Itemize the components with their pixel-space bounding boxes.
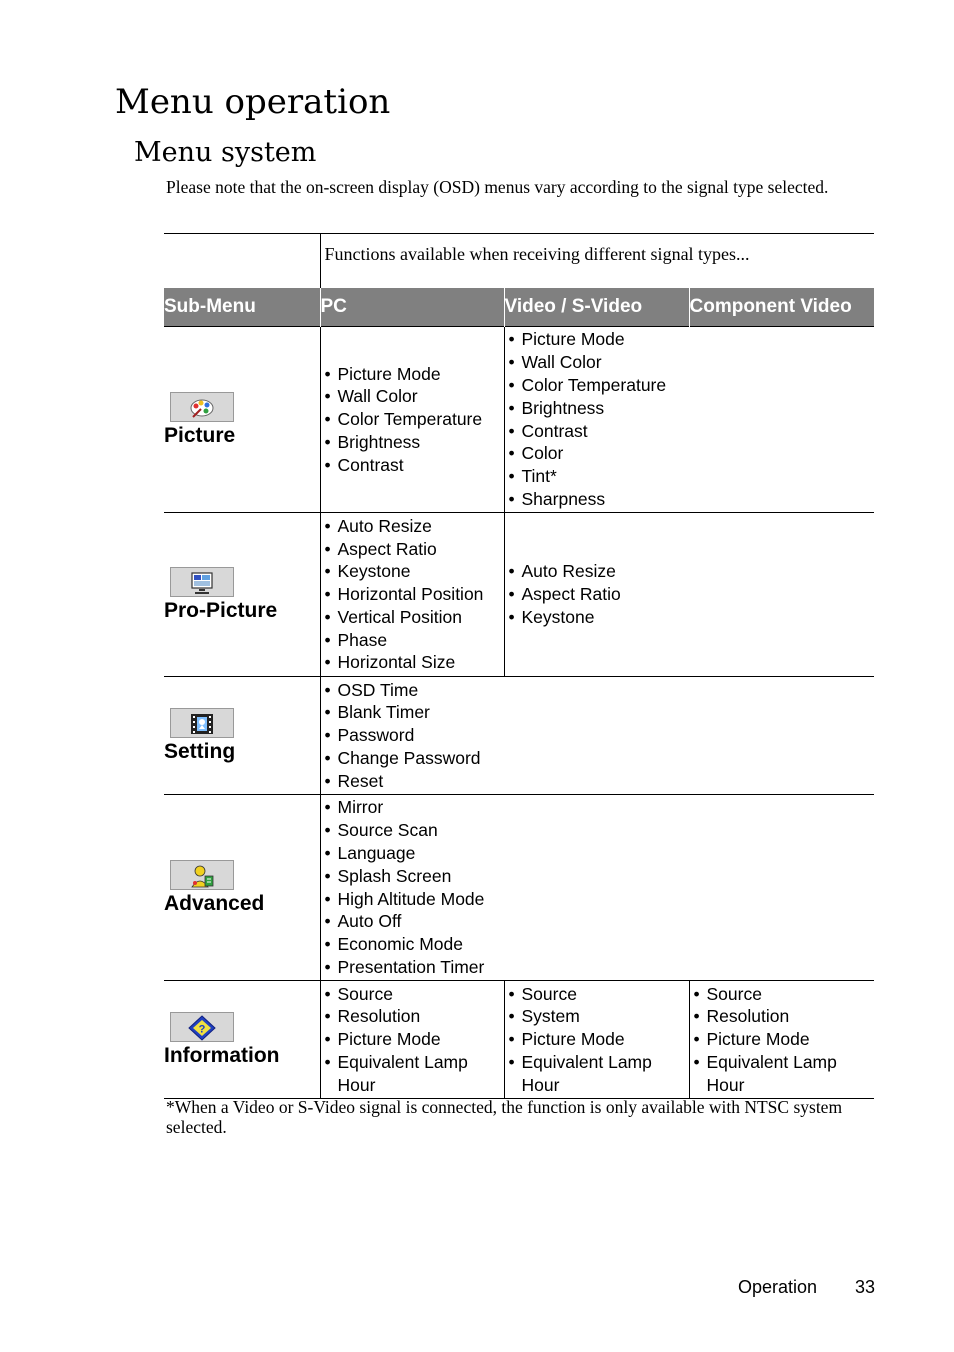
information-video-cell [504,981,689,1099]
list-item: • Mirror [325,796,875,819]
list-item: • Source Scan [325,819,875,842]
list-item: • Resolution [694,1005,875,1028]
list-item: • Reset [325,770,875,793]
pro-picture-video-list [509,560,875,628]
picture-palette-icon [170,392,234,422]
footer-page-number: 33 [855,1277,876,1297]
information-pc-cell [320,981,504,1099]
picture-pc-list [325,363,504,477]
pro-picture-pc-cell [320,513,504,677]
header-component: Component Video [689,288,874,327]
list-item: • Resolution [325,1005,504,1028]
list-item: • Picture Mode [509,328,875,351]
list-item: • Picture Mode [325,1028,504,1051]
setting-film-icon [170,708,234,738]
section-title: Menu system [134,137,317,168]
list-item: • Color Temperature [325,408,504,431]
list-item: • Equivalent Lamp Hour [694,1051,875,1097]
table-row-pro-picture [164,513,874,677]
list-item: • Auto Off [325,910,875,933]
list-item: • Contrast [509,420,875,443]
list-item: • Splash Screen [325,865,875,888]
list-item: • High Altitude Mode [325,888,875,911]
picture-pc-cell [320,327,504,513]
table-row-setting [164,677,874,795]
list-item: • Wall Color [509,351,875,374]
table-caption: Functions available when receiving different signal types... [320,234,874,289]
list-item: • Auto Resize [325,515,504,538]
advanced-all-cell [320,795,874,981]
submenu-label-picture: Picture [164,423,236,447]
submenu-label-pro-picture: Pro-Picture [164,598,278,622]
list-item: • Aspect Ratio [325,538,504,561]
intro-paragraph: Please note that the on-screen display (OSD) menus vary according to the signal type selected. [166,177,829,197]
footnote: *When a Video or S-Video signal is connected, the function is only available with NTSC system selected. [166,1097,843,1137]
advanced-user-icon [170,860,234,890]
header-submenu: Sub-Menu [164,288,320,327]
list-item: • Picture Mode [509,1028,689,1051]
list-item: • Horizontal Size [325,651,504,674]
list-item: • OSD Time [325,679,875,702]
page-title: Menu operation [115,82,391,122]
list-item: • Contrast [325,454,504,477]
list-item: • Sharpness [509,488,875,511]
table-row-picture [164,327,874,513]
list-item: • Economic Mode [325,933,875,956]
menu-system-table [164,233,874,1099]
picture-video-list [509,328,875,510]
submenu-setting [164,677,320,795]
list-item: • Vertical Position [325,606,504,629]
submenu-picture [164,327,320,513]
list-item: • Keystone [509,606,875,629]
list-item: • Equivalent Lamp Hour [325,1051,504,1097]
list-item: • Tint* [509,465,875,488]
table-row-advanced [164,795,874,981]
list-item: • Brightness [509,397,875,420]
submenu-label-information: Information [164,1043,280,1067]
pro-picture-monitor-icon [170,567,234,597]
table-header-row [164,288,874,327]
list-item: • Picture Mode [325,363,504,386]
table-row-information [164,981,874,1099]
list-item: • Language [325,842,875,865]
list-item: • Horizontal Position [325,583,504,606]
list-item: • Aspect Ratio [509,583,875,606]
information-video-list [509,983,689,1097]
list-item: • Color [509,442,875,465]
list-item: • Password [325,724,875,747]
information-component-list [694,983,875,1097]
list-item: • Color Temperature [509,374,875,397]
submenu-label-setting: Setting [164,739,236,763]
submenu-pro-picture [164,513,320,677]
header-video: Video / S-Video [504,288,689,327]
picture-video-cell [504,327,874,513]
list-item: • Change Password [325,747,875,770]
list-item: • Presentation Timer [325,956,875,979]
setting-all-cell [320,677,874,795]
table-caption-row [164,234,874,289]
list-item: • Source [694,983,875,1006]
information-component-cell [689,981,874,1099]
list-item: • Brightness [325,431,504,454]
list-item: • Source [325,983,504,1006]
submenu-information [164,981,320,1099]
list-item: • Phase [325,629,504,652]
list-item: • Equivalent Lamp Hour [509,1051,689,1097]
information-pc-list [325,983,504,1097]
list-item: • Wall Color [325,385,504,408]
list-item: • Blank Timer [325,701,875,724]
list-item: • Picture Mode [694,1028,875,1051]
setting-list [325,679,875,793]
submenu-label-advanced: Advanced [164,891,265,915]
header-pc: PC [320,288,504,327]
list-item: • Auto Resize [509,560,875,583]
submenu-advanced [164,795,320,981]
information-question-icon [170,1012,234,1042]
list-item: • System [509,1005,689,1028]
pro-picture-video-cell [504,513,874,677]
footer-section-name: Operation [738,1277,818,1297]
pro-picture-pc-list [325,515,504,675]
svg-text:?: ? [198,1023,206,1035]
list-item: • Keystone [325,560,504,583]
advanced-list [325,796,875,978]
list-item: • Source [509,983,689,1006]
